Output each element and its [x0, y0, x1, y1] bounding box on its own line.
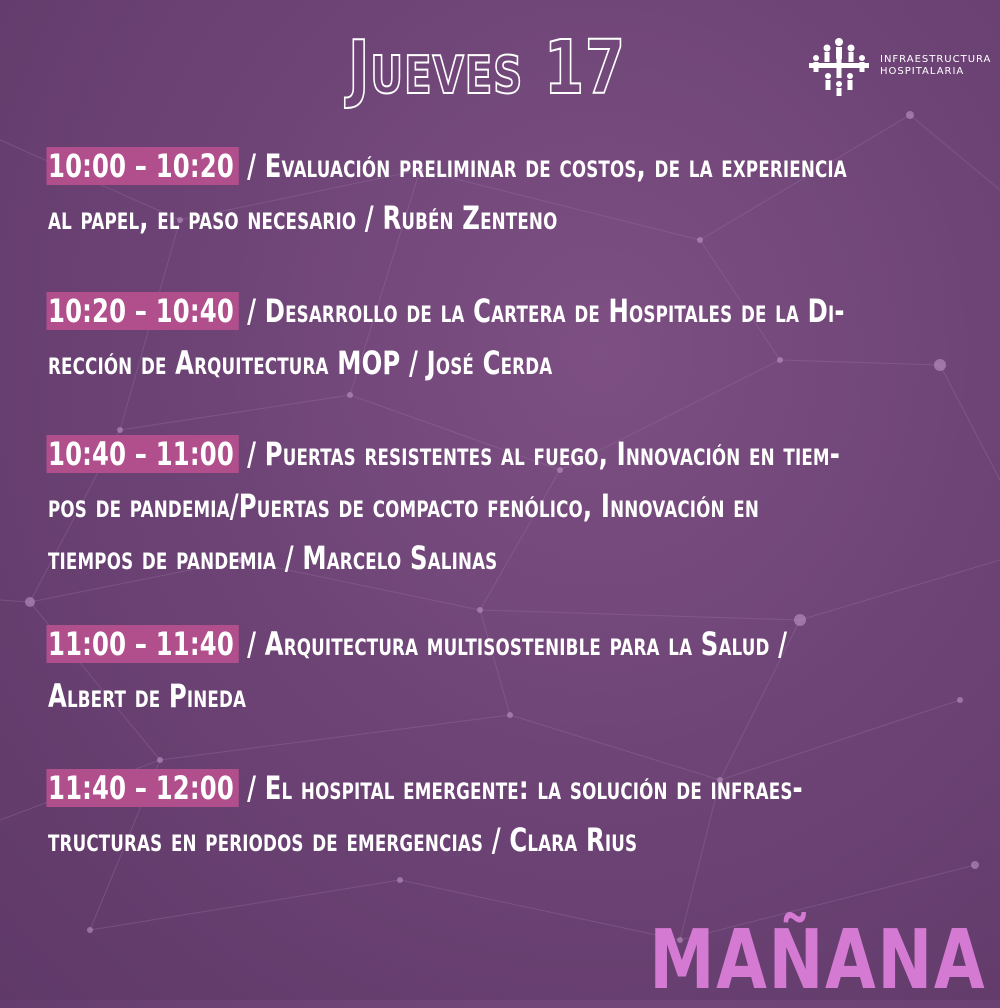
schedule-text: / Puertas resistentes al fuego, Innovación en tiem-: [238, 435, 840, 473]
schedule-line: [48, 140, 847, 192]
schedule-time: 11:40 – 12:00: [46, 769, 238, 807]
schedule-time: 10:20 – 10:40: [46, 292, 238, 330]
schedule-text: / Evaluación preliminar de costos, de la experiencia: [238, 147, 847, 185]
schedule-line: [48, 428, 840, 480]
schedule-line: [48, 618, 788, 670]
schedule-item: [48, 762, 988, 866]
logo: [808, 36, 990, 96]
page-title: Jueves 17: [348, 25, 626, 111]
schedule-item: [48, 285, 988, 389]
schedule-time: 11:00 – 11:40: [46, 625, 238, 663]
schedule-line: tiempos de pandemia / Marcelo Salinas: [48, 539, 498, 577]
schedule-line: [48, 762, 803, 814]
schedule-line: pos de pandemia/Puertas de compacto fenólico, Innovación en: [48, 487, 760, 525]
schedule-item: [48, 140, 988, 244]
schedule-item: [48, 618, 988, 722]
footer-label: MAÑANA: [649, 913, 986, 1008]
schedule-line: [48, 285, 845, 337]
schedule-line: Albert de Pineda: [48, 677, 247, 715]
schedule-time: 10:00 – 10:20: [46, 147, 238, 185]
logo-text-line1: INFRAESTRUCTURA: [880, 54, 992, 65]
logo-text-line2: HOSPITALARIA: [880, 66, 965, 77]
schedule-line: tructuras en periodos de emergencias / Clara Rius: [48, 821, 638, 859]
schedule-item: [48, 428, 988, 584]
schedule-text: / Arquitectura multisostenible para la Salud /: [238, 625, 788, 663]
hospital-people-logo-icon: [808, 36, 870, 96]
schedule-line: al papel, el paso necesario / Rubén Zenteno: [48, 199, 558, 237]
schedule-time: 10:40 – 11:00: [46, 435, 238, 473]
logo-text: [880, 54, 991, 78]
schedule-text: / Desarrollo de la Cartera de Hospitales de la Di-: [238, 292, 845, 330]
schedule-text: / El hospital emergente: la solución de infraes-: [238, 769, 803, 807]
schedule-line: rección de Arquitectura MOP / José Cerda: [48, 344, 553, 382]
